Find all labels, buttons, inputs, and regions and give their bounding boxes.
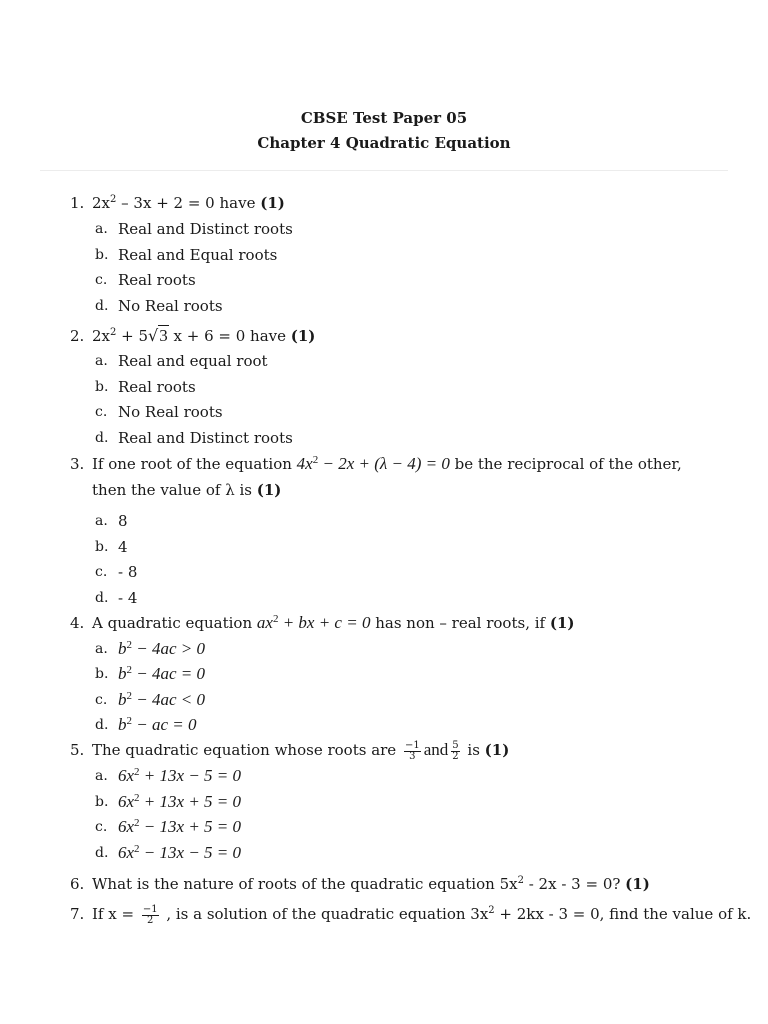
question-text: What is the nature of roots of the quadratic equation $5x^2 - 2x - 3 = 0$? (1) [92,875,650,893]
question-number: 5. [70,741,85,759]
marks: (1) [256,481,282,499]
header-divider [40,170,728,171]
question-number: 4. [70,614,85,632]
question-number: 1. [70,194,85,212]
fraction: $\frac{-1}{3}$ [404,739,420,762]
question-text: A quadratic equation $ax^2$ + bx + c = 0 has non – real roots, if (1) [92,613,575,632]
question-number: 3. [70,455,85,473]
marks: (1) [625,875,650,893]
question-text: If x = $\frac{-1}{2}$ , is a solution of the quadratic equation $3x^2 + 2kx - 3 = 0$, find the value of k. [92,903,752,926]
question-number: 6. [70,875,85,893]
question-text: $2x^2 + 5√3$ x + 6 = 0 have (1) [92,326,316,345]
question-text: then the value of λ is (1) [92,481,282,499]
question-number: 7. [70,905,85,923]
sqrt-symbol: √ [148,326,159,345]
question-number: 2. [70,327,85,345]
page-subtitle: Chapter 4 Quadratic Equation [257,134,511,152]
marks: (1) [549,614,575,632]
fraction: $\frac{-1}{2}$ [142,903,158,926]
marks: (1) [290,327,316,345]
question-text: If one root of the equation $4x^2 - 2x + (\lambda - 4) = 0$ be the reciprocal of the other, [92,454,682,473]
marks: (1) [260,194,285,212]
page-title: CBSE Test Paper 05 [300,109,468,127]
question-text: The quadratic equation whose roots are $\frac{-1}{3}$ and $\frac{5}{2}$ is (1) [92,739,510,762]
fraction: $\frac{5}{2}$ [452,739,459,762]
marks: (1) [484,741,510,759]
question-text: $2x^2 - 3x + 2 = 0$ have (1) [92,194,285,212]
